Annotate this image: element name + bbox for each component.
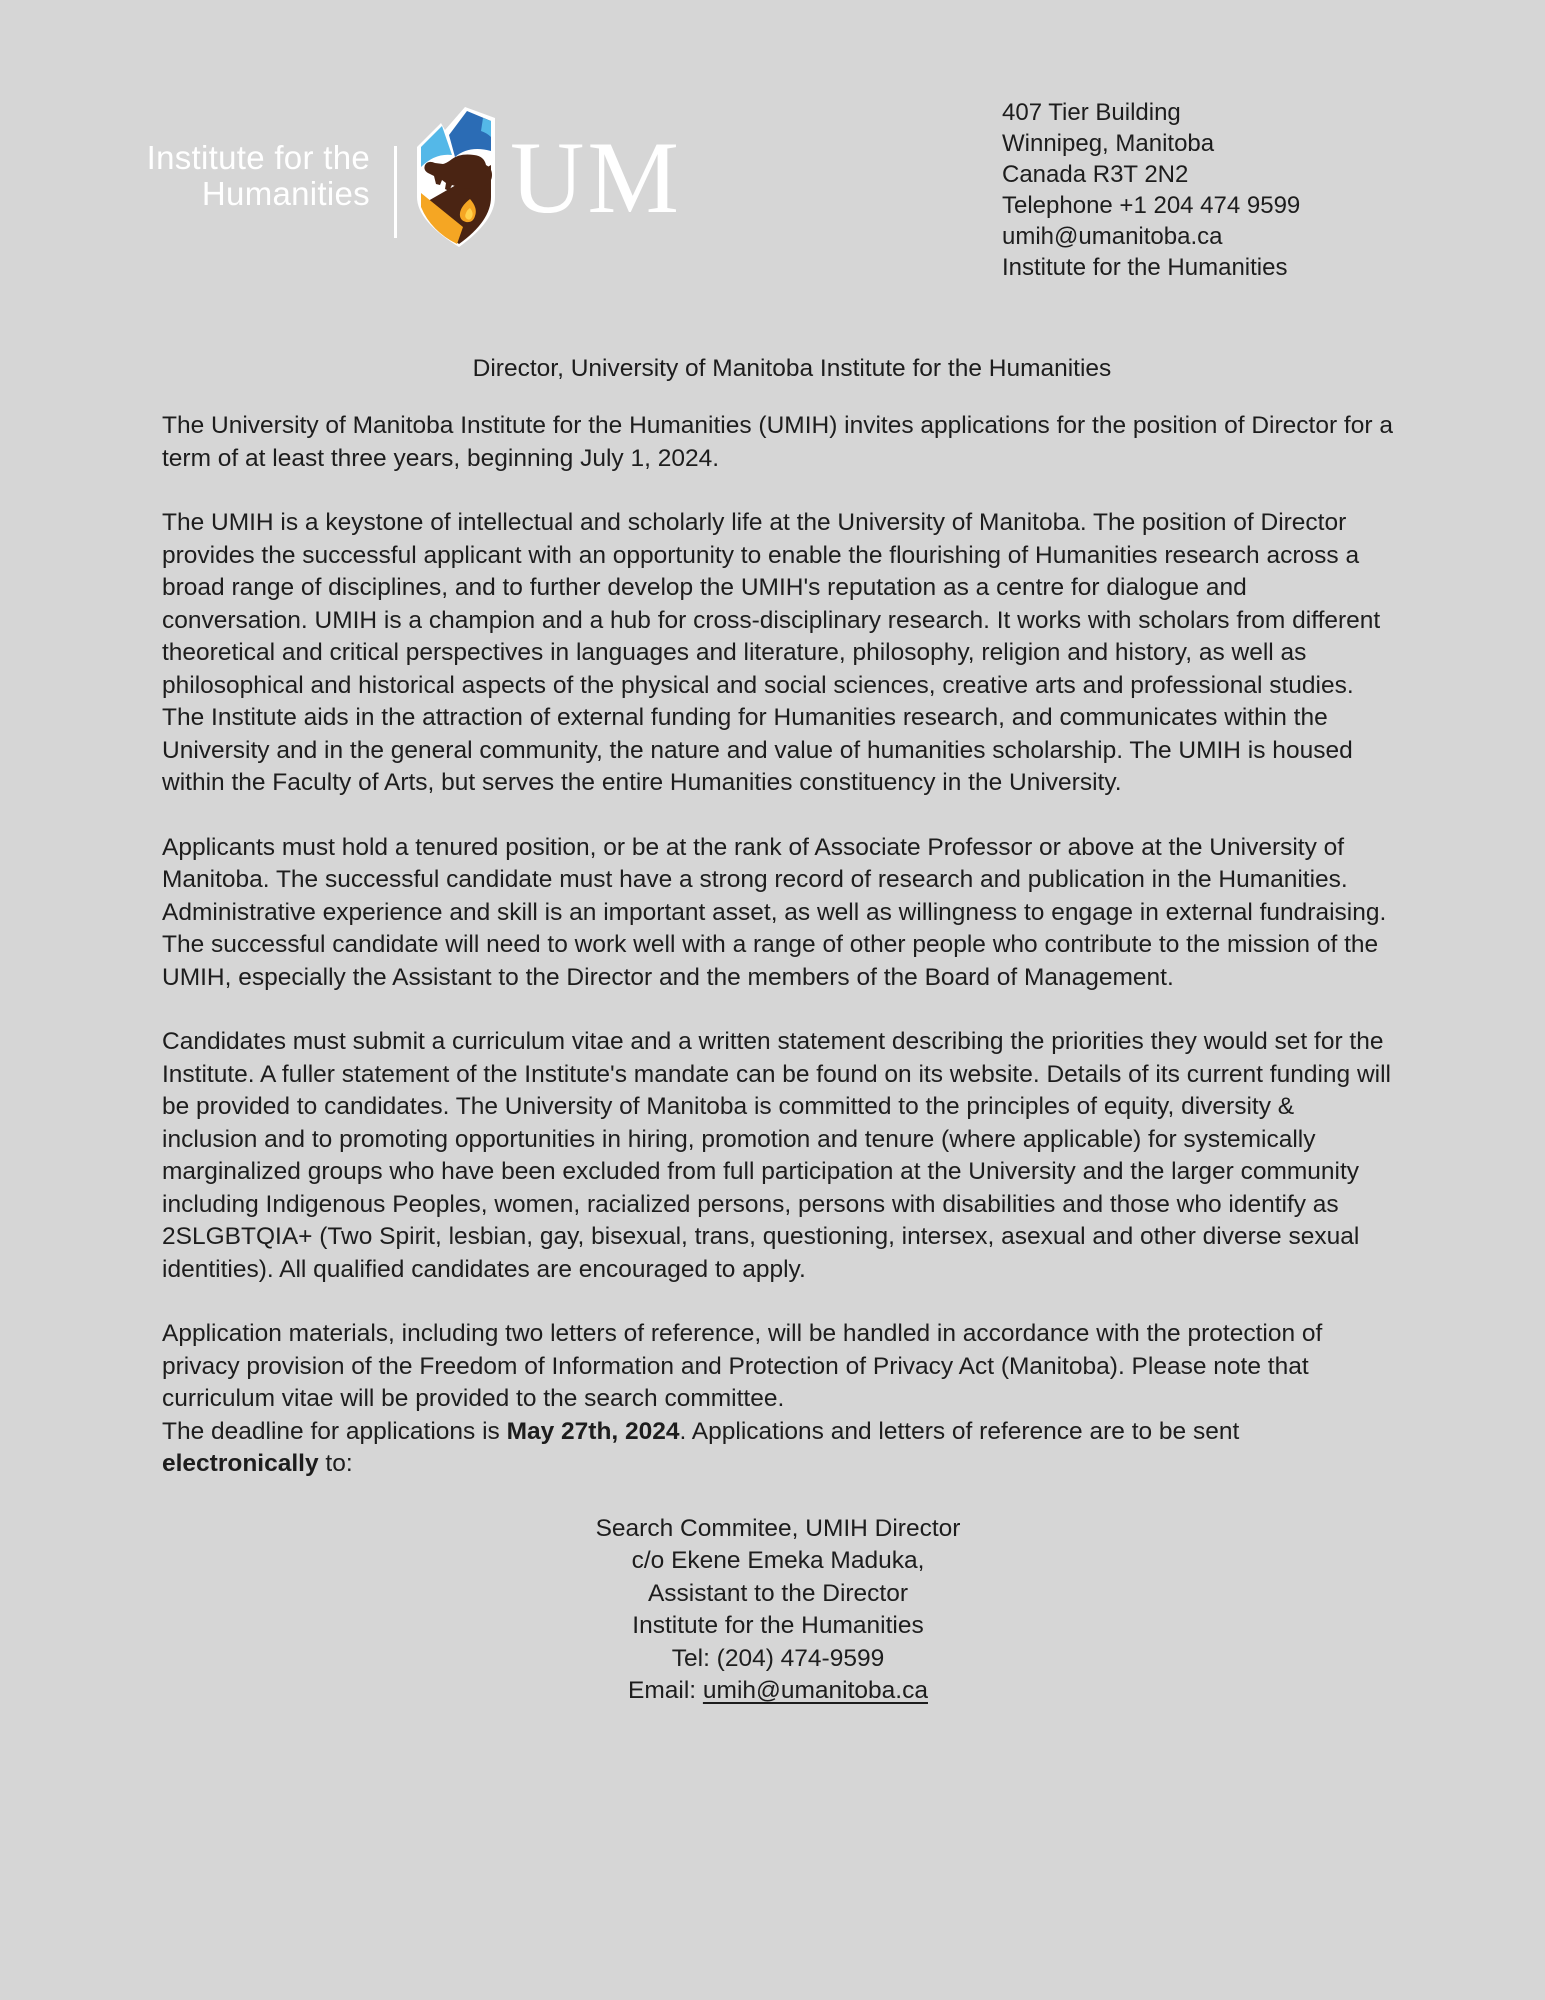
contact-address-line: 407 Tier Building: [1002, 99, 1181, 126]
submission-committee-line: Search Commitee, UMIH Director: [595, 1514, 961, 1542]
deadline-electronically: electronically: [162, 1450, 319, 1477]
deadline-prefix: The deadline for applications is: [162, 1417, 507, 1445]
paragraph-deadline: [162, 1318, 1394, 1481]
contact-email-line: umih@umanitoba.ca: [1002, 223, 1223, 250]
submission-tel-line: Tel: (204) 474-9599: [671, 1644, 885, 1672]
institute-wordmark-line2: Humanities: [201, 175, 370, 212]
deadline-middle: . Applications and letters of reference are to be sent: [679, 1417, 1240, 1445]
paragraph-requirements: Applicants must hold a tenured position, or be at the rank of Associate Professor or above at the University of Manitoba. The successful candidate must have a strong record of research and publication in the Humanities. Administrative experience and skill is an important asset, as well as willingness to engage in external fundraising. The successful candidate will need to work well with a range of other people who contribute to the mission of the UMIH, especially the Assistant to the Director and the members of the Board of Management.: [162, 833, 1387, 991]
paragraph-application: Candidates must submit a curriculum vitae and a written statement describing the priorities they would set for the Institute. A fuller statement of the Institute's mandate can be found on its website. Details of its current funding will be provided to candidates. The University of Manitoba is committed to the principles of equity, diversity & inclusion and to promoting opportunities in hiring, promotion and tenure (where applicable) for systemically marginalized groups who have been excluded from full participation at the University and the larger community including Indigenous Peoples, women, racialized persons, persons with disabilities and those who identify as 2SLGBTQIA+ (Two Spirit, lesbian, gay, bisexual, trans, questioning, intersex, asexual and other diverse sexual identities). All qualified candidates are encouraged to apply.: [162, 1028, 1391, 1283]
page-title: Director, University of Manitoba Institute for the Humanities: [472, 355, 1112, 382]
email-label: Email:: [628, 1677, 703, 1704]
paragraph-about-umih: The UMIH is a keystone of intellectual and scholarly life at the University of Manitoba. The position of Director provides the successful applicant with an opportunity to enable the flourishing of Humanities research across a broad range of disciplines, and to further develop the UMIH's reputation as a centre for dialogue and conversation. UMIH is a champion and a hub for cross-disciplinary research. It works with scholars from different theoretical and critical perspectives in languages and literature, philosophy, religion and history, as well as philosophical and historical aspects of the physical and social sciences, creative arts and professional studies. The Institute aids in the attraction of external funding for Humanities research, and communicates within the University and in the general community, the nature and value of humanities scholarship. The UMIH is housed within the Faculty of Arts, but serves the entire Humanities constituency in the University.: [162, 509, 1381, 796]
privacy-text: Application materials, including two letters of reference, will be handled in accordance with the protection of privacy provision of the Freedom of Information and Protection of Privacy Act (Manitoba). Please note that curriculum vitae will be provided to the search committee.: [162, 1320, 1323, 1412]
submission-institute-line: Institute for the Humanities: [632, 1612, 924, 1639]
institute-wordmark: [80, 140, 370, 212]
contact-telephone-line: Telephone +1 204 474 9599: [1002, 192, 1301, 219]
submission-careof-line: c/o Ekene Emeka Maduka,: [631, 1547, 925, 1574]
deadline-suffix: to:: [318, 1450, 353, 1477]
deadline-date: May 27th, 2024: [506, 1417, 680, 1445]
logo-divider: [394, 146, 397, 238]
contact-block: [1002, 97, 1300, 283]
institute-wordmark-line1: Institute for the: [146, 139, 370, 176]
submission-email-line: [162, 1675, 1394, 1708]
um-letters: UM: [510, 121, 682, 235]
um-shield-logo: [411, 103, 499, 249]
submission-address-block: [162, 1513, 1394, 1708]
contact-postal-line: Canada R3T 2N2: [1002, 161, 1189, 188]
contact-city-line: Winnipeg, Manitoba: [1002, 130, 1215, 157]
contact-org-line: Institute for the Humanities: [1002, 254, 1288, 281]
email-link[interactable]: umih@umanitoba.ca: [702, 1677, 928, 1704]
submission-role-line: Assistant to the Director: [647, 1579, 909, 1607]
paragraph-intro: The University of Manitoba Institute for the Humanities (UMIH) invites applications for the position of Director for a term of at least three years, beginning July 1, 2024.: [162, 412, 1393, 472]
letter-body: [162, 410, 1394, 1708]
